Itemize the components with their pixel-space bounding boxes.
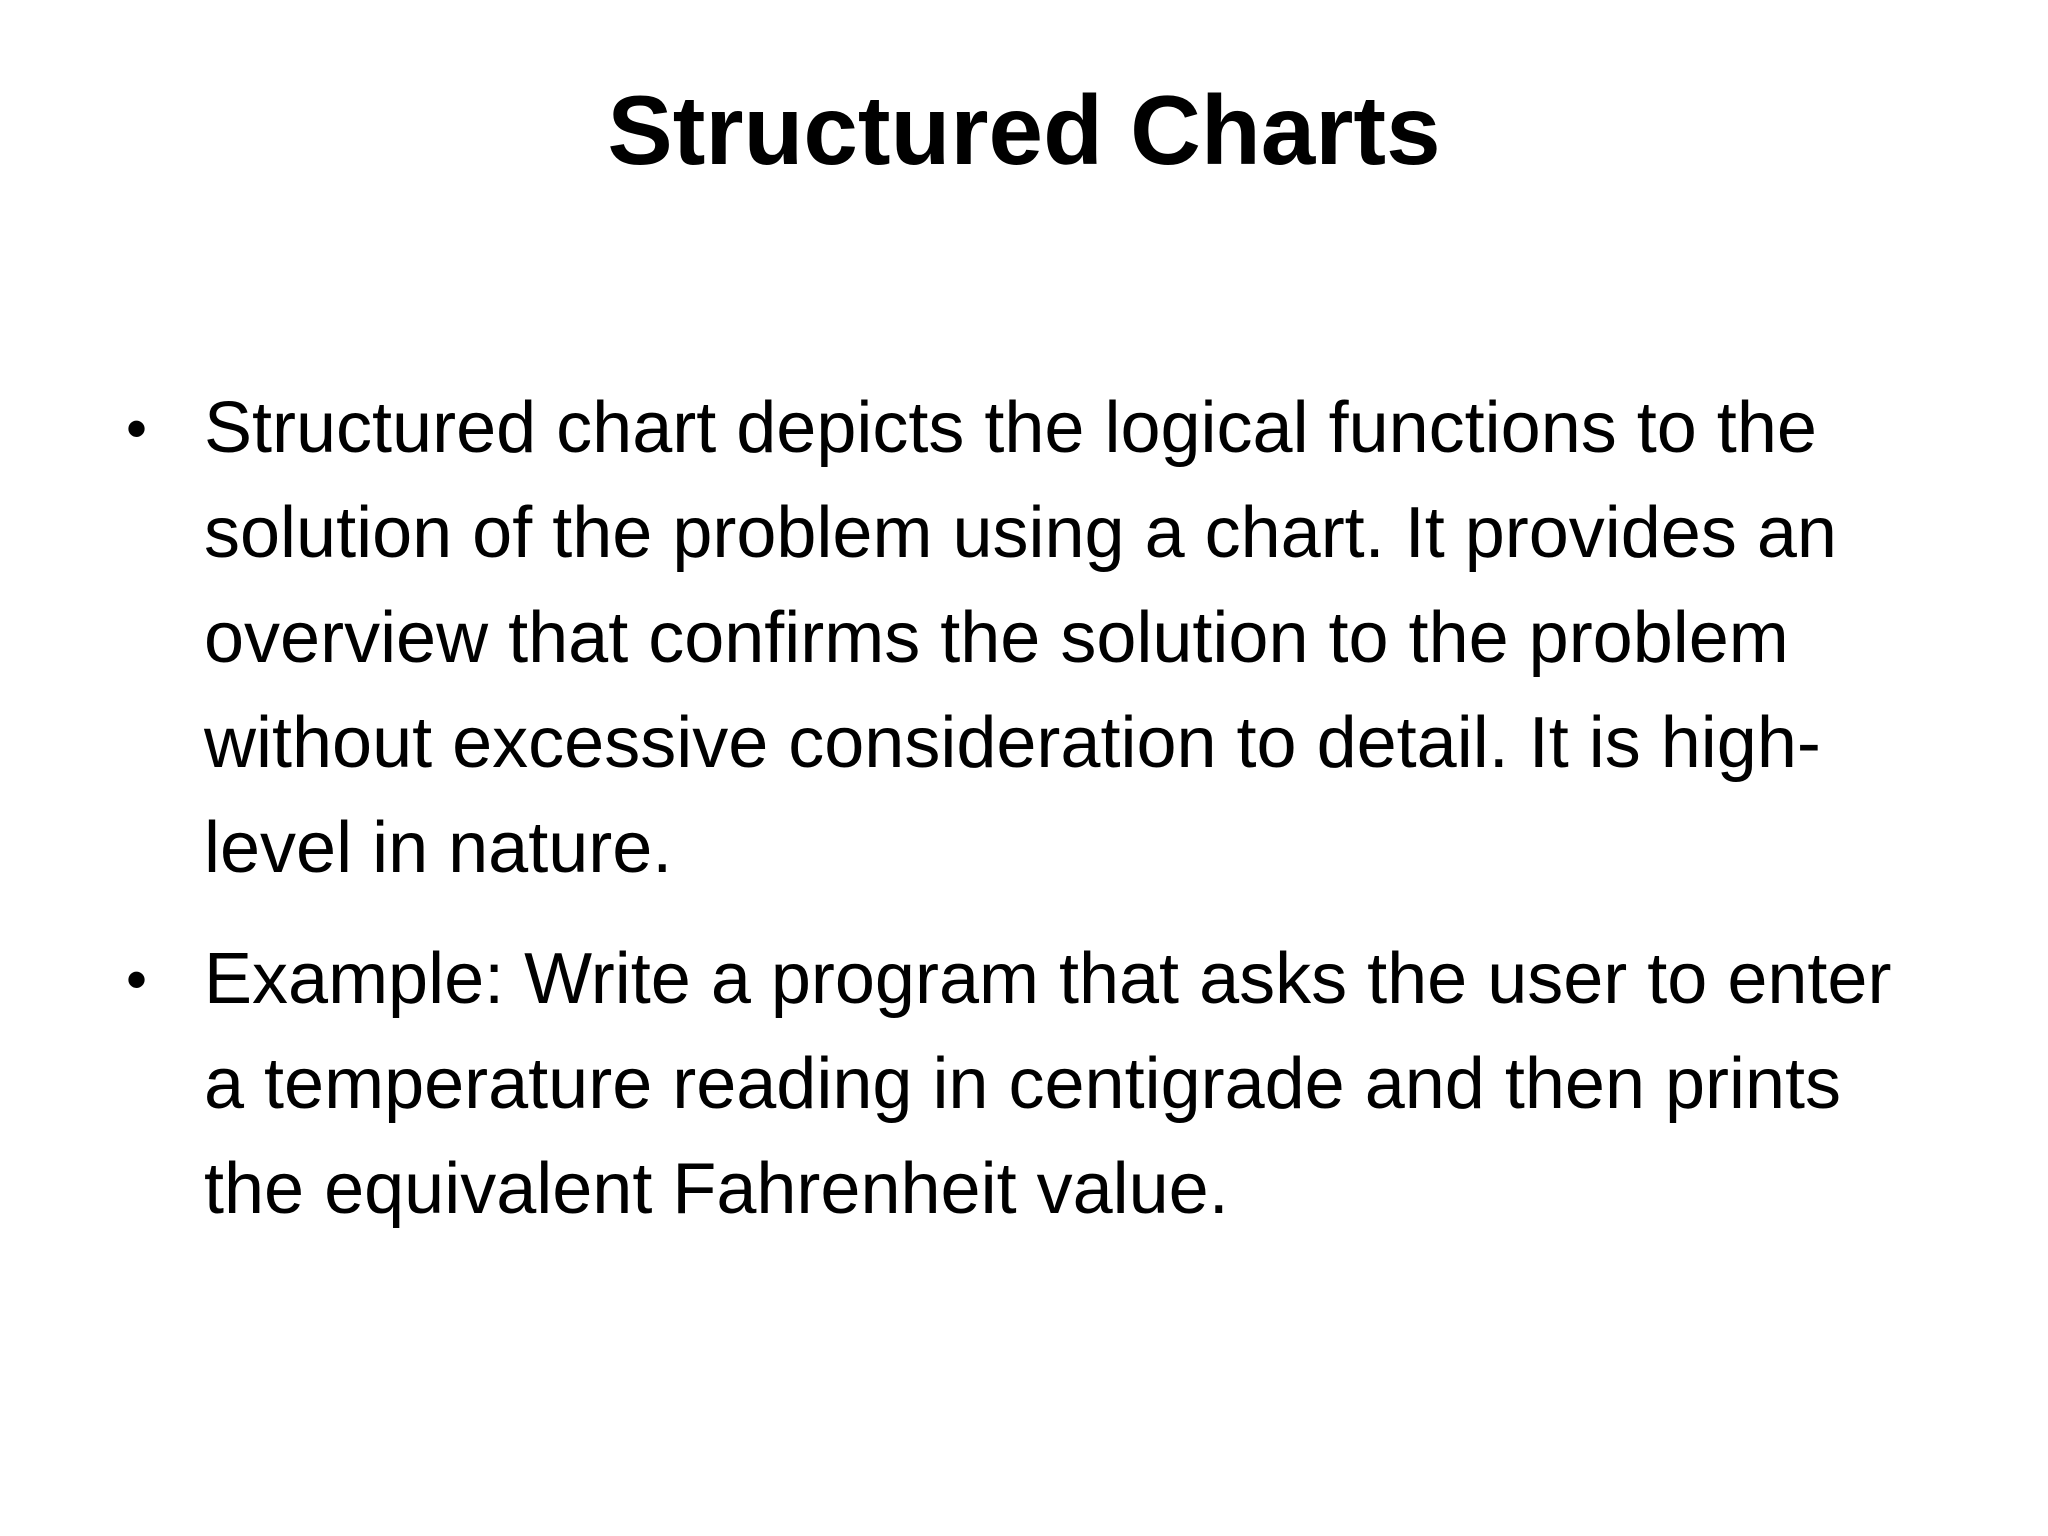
bullet-list [120,376,1900,1268]
bullet-text: Example: Write a program that asks the user to enter a temperature reading in centigrade and then prints the equivalent Fahrenheit value. [204,939,1892,1229]
slide-title: Structured Charts [607,75,1441,185]
bullet-marker: • [126,395,148,462]
bullet-marker: • [126,946,148,1013]
bullet-item-definition [120,376,1900,901]
bullet-item-example [120,927,1900,1242]
bullet-text: Structured chart depicts the logical functions to the solution of the problem using a chart. It provides an overview that confirms the solution to the problem without excessive consideration to detail. It is high-level in nature. [204,388,1837,888]
